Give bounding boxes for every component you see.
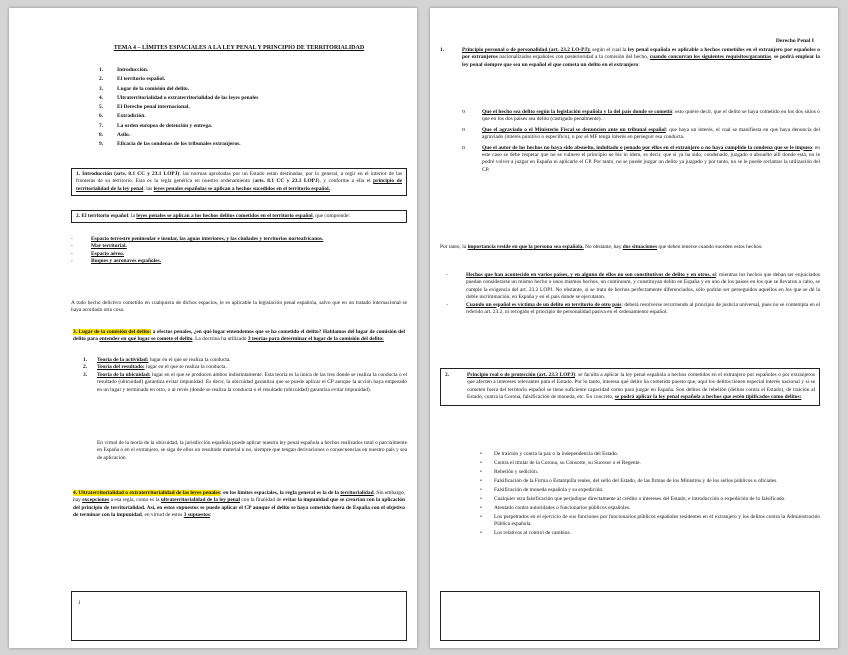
territory-box	[71, 210, 407, 223]
commission-place-box	[71, 327, 407, 345]
protection-principle: 2. Principio real o de protección (art. 23.3 LOPJ): se faculta a aplicar la ley penal española a hechos cometidos en el extranjero por españoles o por extranjeros que afecten a intereses relevantes para el Estado. Por lo tanto, interesa qué delito ha cometido puesto que, aquí los delitos tienen especial interés nacional y si se cometen fuera del territorio español se tiene suficiente capacidad como para juzgar en España. Son delitos de rebelión (delitos contra el Estado), de traición al Estado, contra la Corona, falsificación de moneda, etc. En concreto, se podrá aplicar la ley penal española a hechos que estén tipificados como delitos:	[445, 372, 815, 401]
list-item: • Rebelión y sedición.	[480, 469, 820, 476]
list-item: o Que el agraviado o el Ministerio Fiscal se denuncien ante un tribunal español: que haya un interés, el cual se manifiesta en que haya denuncia del agraviado (interés punitivo o específico), o por el MF tenga interés en perseguir esa conducta.	[462, 127, 820, 142]
importance-paragraph: Por tanto, la importancia reside en que la persona sea española. No obstante, hay dos situaciones que deben tenerse cuando suceden estos hechos:	[440, 244, 763, 250]
list-item: - Cuando un español es víctima de un delito en territorio de otro país: deberá resolverse recurriendo al principio de justicia universal, pues no se contempla en el referido art. 23.2, ni recogido el principio de personalidad pasiva en el ordenamiento español.	[446, 302, 820, 317]
personality-principle: 1. Principio personal o de personalidad (art. 23.2 LO-PJ): según el cual la ley penal española es aplicable a hechos cometidos en el extranjero por españoles o por extranjeros nacionalizados españoles con posterioridad a la comisión del hecho, cuando concurran los siguientes requisitos/garantías, se podrá emplear la ley penal siempre que sea un español el que cometa un delito en el extranjero:	[440, 47, 820, 68]
intro-box	[71, 168, 407, 196]
intro-paragraph: 1. Introducción (arts. 8.1 CC y 23.1 LOPJ): las normas aprobadas por un Estado están destinadas, por lo general, a regir en el interior de las fronteras de su territorio. Esta es la regla genérica en nuestro ordenamiento (arts. 8.1 CC y 23.1 LOPJ), y conforme a ella el principio de territorialidad de la ley penal: las leyes penales españolas se aplican a hechos sucedidos en el territorio español.	[76, 171, 403, 192]
extraterritoriality-heading: 4. Ultraterritorialidad o extraterritorialidad de las leyes penales: en los límites espaciales, la regla general es la de la territorialidad. Sin embargo, hay excepciones a esa regla, como es la ultraterritorialidad de la ley penal con la finalidad de evitar la impunidad que se crearían con la aplicación del principio de territorialidad. Así, en estos supuestos se puede aplicar el CP aunque el delito se haya cometido fuera de España con el objetivo de terminar con la impunidad, en virtud de estos 3 supuestos:	[73, 490, 406, 519]
list-item: 1. Teoría de la actividad: lugar en el que se realiza la conducta.	[83, 357, 231, 363]
protection-principle-box	[440, 368, 820, 406]
notes-box-right	[440, 591, 820, 641]
table-of-contents	[99, 66, 399, 150]
territory-list	[71, 236, 407, 266]
document-title: TEMA 4 – LÍMITES ESPACIALES A LA LEY PENAL Y PRINCIPIO DE TERRITORIALIDAD	[113, 45, 365, 51]
list-item: o Que el autor de los hechos no haya sido absuelto, indultado o penado por ellos en el extranjero o no haya cumplido la condena que se le impuso: en este caso se debe respetar que no se vulnere el principio ne bis in idem, es decir, que si ya ha sido, condenado, juzgado o absuelto allí donde está, no le podré volver a juzgar en España ni aplicarle el CP. Por tanto, no se puede juzgar un delito ya juzgado y por tanto, no se le puede reclamar la utilización del CP.	[462, 145, 820, 175]
document-page-right	[430, 8, 838, 648]
situations-list	[440, 272, 820, 316]
list-item: • Falsificación de la Firma o Estampilla reales, del sello del Estado, de las firmas de los Ministros y de los sellos públicos u oficiales.	[480, 478, 820, 485]
toc-item: 3. Lugar de la comisión del delito.	[99, 85, 190, 92]
list-item: • Contra el titular de la Corona, su Consorte, su Sucesor o el Regente.	[480, 460, 820, 467]
notes-box-text: 1	[78, 600, 81, 606]
requirements-list	[440, 109, 820, 177]
page-header: Derecho Penal I	[775, 38, 814, 44]
list-item: 3. Teoría de la ubicuidad: lugar en el que se producen ambos indistintamente. Esta teoría es la única de las tres donde se realiza la conducta o el resultado (ubicuidad) garantiza evitar impunidad. Es decir, la ubicuidad garantiza que se puede aplicar el CP aunque la acción haya empezado en un lugar y terminado en otro, o al revés (donde se realiza la conducta o el resultado (ubicuidad) garantiza evitar impunidad).	[83, 371, 407, 393]
commission-heading: 3. Lugar de la comisión del delito: a efectos penales, ¿en qué lugar entendemos que se ha cometido el delito? Hablamos del lugar de comisión del delito para entender en qué lugar se comete el delito. La doctrina ha utilizado 3 teorías para determinar el lugar de la comisión del delito:	[73, 329, 405, 343]
toc-item: 9. Eficacia de las condenas de los tribunales extranjeros.	[99, 141, 241, 148]
theories-list	[71, 357, 407, 394]
list-item: • Los relativos al control de cambios.	[480, 530, 820, 537]
list-item: - Buques y aeronaves españoles.	[71, 258, 407, 265]
list-item: o Que el hecho sea delito según la legislación española y la del país donde se cometió: esto quiere decir, que el delito se haya cometido en los dos sitios o que en los dos países sea delito (castigado penalmente).	[462, 109, 820, 124]
list-item: - Espacio aéreo.	[71, 251, 407, 258]
crimes-list	[440, 451, 820, 539]
toc-item: 7. La orden europea de detención y entrega.	[99, 122, 213, 129]
extraterritoriality-box	[71, 488, 407, 521]
toc-item: 8. Asilo.	[99, 132, 131, 139]
territory-paragraph: A todo hecho delictivo cometido en cualquiera de dichos espacios, le es aplicable la legislación penal española, salvo que en un tratado internacional se haya acordado otra cosa.	[71, 300, 407, 314]
toc-item: 6. Extradición.	[99, 113, 146, 120]
list-item: 2. Teoría del resultado: lugar en el que se realiza la conducta.	[83, 364, 227, 371]
toc-item: 1. Introducción.	[99, 67, 149, 73]
territory-heading: 2. El territorio español: la leyes penales se aplican a los hechos delitos cometidos en el territorio español, que comprende:	[76, 213, 350, 219]
list-item: • Los perpetrados en el ejercicio de sus funciones por funcionarios públicos españoles residentes en el extranjero y los delitos contra la Administración Pública española.	[480, 514, 820, 529]
toc-item: 5. El Derecho penal internacional.	[99, 104, 190, 111]
list-item: - Mar territorial.	[71, 243, 407, 250]
toc-item: 2. El territorio español.	[99, 76, 166, 83]
list-item: • Falsificación de moneda española y su expedición.	[480, 487, 820, 494]
list-item: • De traición y contra la paz o la independencia del Estado.	[480, 451, 820, 458]
list-item: • Cualquier otra falsificación que perjudique directamente al crédito o intereses del Estado, e introducción o expedición de lo falsificado.	[480, 496, 820, 503]
ubiquity-paragraph: En virtud de la teoría de la ubicuidad, la jurisdicción española puede aplicar nuestra ley penal española a hechos realizados total o parcialmente en España o en el extranjero, se siga de ellos un resultado material o no, siempre que tengan derivaciones o consecuencias en nuestro país y sea de aplicación	[97, 440, 407, 461]
list-item: - Espacio terrestre peninsular e insular, las aguas interiores, y las ciudades y territorios norteafricanos.	[71, 236, 407, 243]
list-item: • Atentado contra autoridades o funcionarios públicos españoles.	[480, 505, 820, 512]
list-item: - Hechos que han acontecido en varios países, y en alguno de ellos no son constitutivos de delito y en otros, sí: mientras los hechos que deban ser enjuiciados puedan considerarse un mismo hecho o unos mismos hechos, un continuum, y constituyan delito en España y en uno de los países en los que se llevaron a cabo, se cumple la exigencia del art. 23.2 LOPJ. No obstante, si se trata de hechos perfectamente diferenciados, sólo podrán ser perseguidos aquellos en los que se dé la doble incriminación, en España y en el país donde se ejecutaron.	[446, 272, 820, 302]
notes-box	[71, 591, 407, 641]
document-page-left	[9, 8, 417, 648]
toc-item: 4. Ultraterritorialidad o extraterritorialidad de las leyes penales	[99, 94, 259, 101]
